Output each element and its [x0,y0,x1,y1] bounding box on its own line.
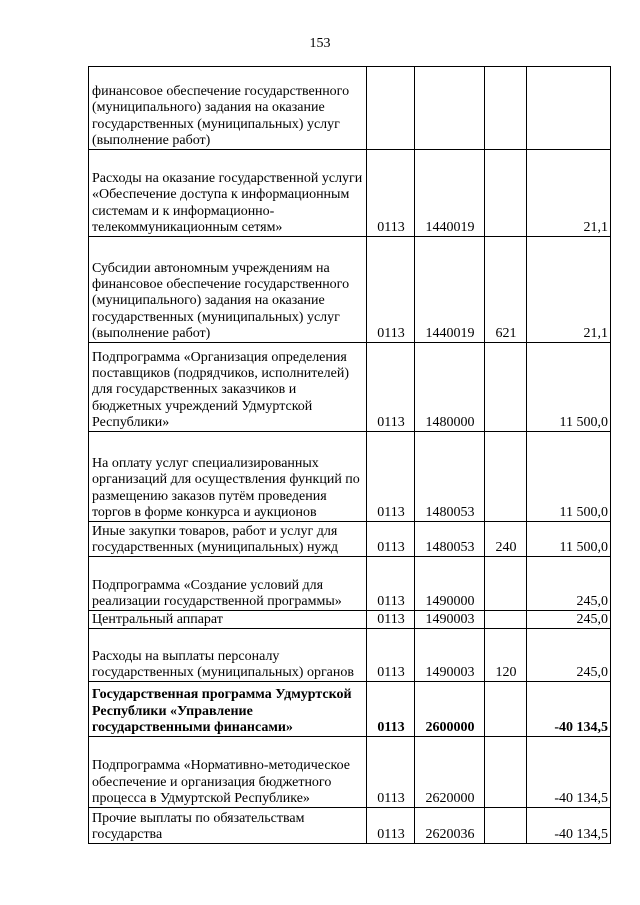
cell-section: 0113 [367,237,415,343]
cell-name: На оплату услуг специализированных организаций для осуществления функций по размещению заказов путём проведения торгов в форме конкурса и аукционов [89,432,367,522]
cell-name: Подпрограмма «Нормативно-методическое обеспечение и организация бюджетного процесса в Удмуртской Республике» [89,737,367,808]
cell-section: 0113 [367,682,415,737]
page-number: 153 [309,36,331,51]
cell-item: 1480000 [415,343,485,432]
cell-item: 1440019 [415,237,485,343]
cell-name: финансовое обеспечение государственного (муниципального) задания на оказание государственных (муниципальных) услуг (выполнение работ) [89,67,367,150]
table-row [89,629,611,682]
cell-expense [485,432,527,522]
table-row [89,237,611,343]
cell-name: Прочие выплаты по обязательствам государства [89,808,367,844]
cell-section: 0113 [367,629,415,682]
cell-item: 1490003 [415,611,485,629]
cell-name: Расходы на выплаты персоналу государственных (муниципальных) органов [89,629,367,682]
cell-item: 2620036 [415,808,485,844]
cell-section: 0113 [367,343,415,432]
cell-item: 2600000 [415,682,485,737]
cell-expense [485,67,527,150]
cell-sum: 21,1 [527,237,611,343]
cell-section: 0113 [367,557,415,611]
cell-expense [485,682,527,737]
cell-sum: 11 500,0 [527,343,611,432]
cell-section: 0113 [367,737,415,808]
cell-section: 0113 [367,808,415,844]
cell-item: 2620000 [415,737,485,808]
cell-item: 1440019 [415,150,485,237]
cell-section: 0113 [367,432,415,522]
table-row [89,432,611,522]
cell-item: 1490000 [415,557,485,611]
cell-sum: -40 134,5 [527,682,611,737]
cell-expense [485,343,527,432]
cell-sum: 21,1 [527,150,611,237]
cell-sum: 11 500,0 [527,522,611,557]
cell-name: Подпрограмма «Создание условий для реализации государственной программы» [89,557,367,611]
cell-name: Центральный аппарат [89,611,367,629]
cell-expense: 120 [485,629,527,682]
cell-item: 1480053 [415,522,485,557]
table-row [89,808,611,844]
cell-item [415,67,485,150]
cell-name: Подпрограмма «Организация определения поставщиков (подрядчиков, исполнителей) для государственных заказчиков и бюджетных учреждений Удмуртской Республики» [89,343,367,432]
cell-section [367,67,415,150]
cell-name: Иные закупки товаров, работ и услуг для государственных (муниципальных) нужд [89,522,367,557]
cell-section: 0113 [367,150,415,237]
cell-sum: -40 134,5 [527,808,611,844]
cell-sum: 11 500,0 [527,432,611,522]
table-row [89,682,611,737]
cell-expense [485,150,527,237]
cell-item: 1480053 [415,432,485,522]
table-row [89,557,611,611]
cell-expense: 240 [485,522,527,557]
cell-expense: 621 [485,237,527,343]
cell-section: 0113 [367,611,415,629]
cell-expense [485,808,527,844]
cell-expense [485,737,527,808]
budget-table-body [89,67,611,844]
cell-name: Расходы на оказание государственной услуги «Обеспечение доступа к информационным системам и к информационно-телекоммуникационным сетям» [89,150,367,237]
cell-sum: 245,0 [527,557,611,611]
table-row [89,343,611,432]
table-row [89,522,611,557]
table-row [89,611,611,629]
cell-section: 0113 [367,522,415,557]
table-row [89,67,611,150]
table-row [89,737,611,808]
cell-sum: 245,0 [527,611,611,629]
cell-expense [485,557,527,611]
budget-table [88,66,611,844]
table-row [89,150,611,237]
cell-item: 1490003 [415,629,485,682]
cell-name: Государственная программа Удмуртской Республики «Управление государственными финансами» [89,682,367,737]
cell-sum: -40 134,5 [527,737,611,808]
cell-sum: 245,0 [527,629,611,682]
cell-expense [485,611,527,629]
cell-sum [527,67,611,150]
cell-name: Субсидии автономным учреждениям на финансовое обеспечение государственного (муниципального) задания на оказание государственных (муниципальных) услуг (выполнение работ) [89,237,367,343]
